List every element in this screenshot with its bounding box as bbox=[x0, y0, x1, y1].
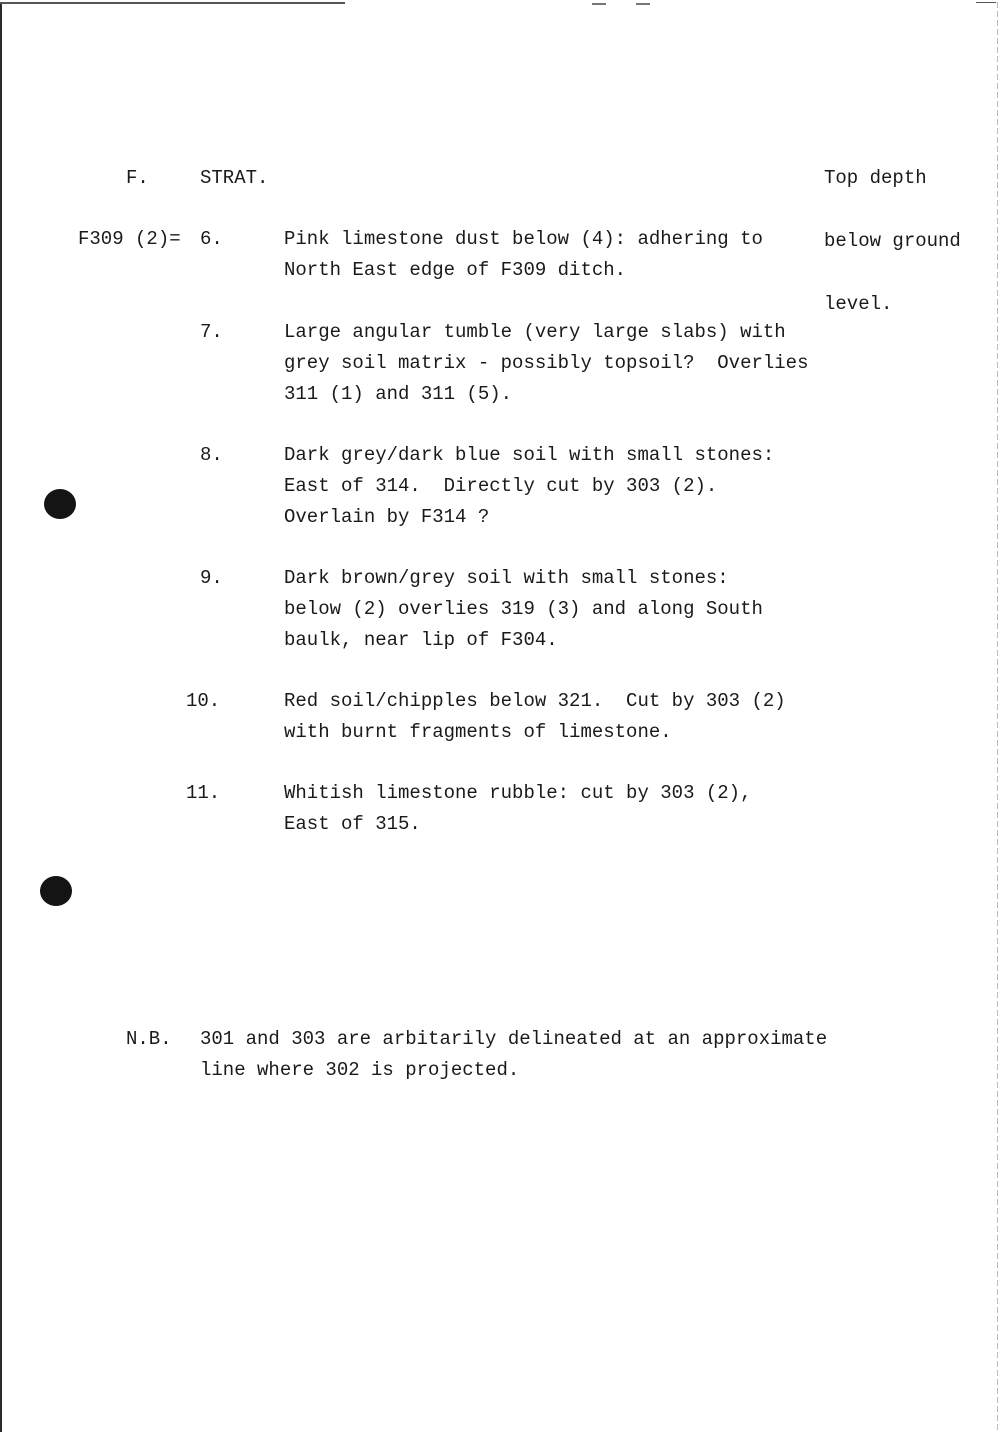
column-header-feature: F. bbox=[126, 167, 149, 189]
scan-edge-right bbox=[997, 2, 998, 1432]
scan-mark bbox=[636, 3, 650, 5]
entry-number: 10. bbox=[186, 690, 221, 712]
punch-hole-icon bbox=[44, 489, 76, 519]
entry-line: Overlain by F314 ? bbox=[284, 506, 490, 528]
scan-edge-top bbox=[0, 2, 345, 4]
entry-line: Dark brown/grey soil with small stones: bbox=[284, 567, 729, 589]
depth-header-line: below ground bbox=[824, 230, 961, 252]
entry-number: 7. bbox=[200, 321, 223, 343]
feature-reference: F309 (2)= bbox=[78, 228, 181, 250]
entry-line: below (2) overlies 319 (3) and along South bbox=[284, 598, 763, 620]
entry-line: Pink limestone dust below (4): adhering to bbox=[284, 228, 763, 250]
depth-header-line: Top depth bbox=[824, 167, 927, 189]
entry-number: 6. bbox=[200, 228, 223, 250]
entry-number: 11. bbox=[186, 782, 221, 804]
entry-line: Whitish limestone rubble: cut by 303 (2), bbox=[284, 782, 752, 804]
punch-hole-icon bbox=[40, 876, 72, 906]
note-line: 301 and 303 are arbitarily delineated at an approximate bbox=[200, 1028, 828, 1050]
scan-mark bbox=[592, 3, 606, 5]
entry-line: 311 (1) and 311 (5). bbox=[284, 383, 513, 405]
column-header-depth bbox=[824, 126, 961, 357]
depth-header-line: level. bbox=[824, 293, 893, 315]
entry-line: with burnt fragments of limestone. bbox=[284, 721, 672, 743]
note-label: N.B. bbox=[126, 1028, 172, 1050]
scan-edge-top-right bbox=[976, 2, 996, 3]
column-header-strat: STRAT. bbox=[200, 167, 269, 189]
entry-line: Red soil/chipples below 321. Cut by 303 (2) bbox=[284, 690, 786, 712]
entry-number: 8. bbox=[200, 444, 223, 466]
entry-line: Large angular tumble (very large slabs) with bbox=[284, 321, 786, 343]
entry-line: North East edge of F309 ditch. bbox=[284, 259, 627, 281]
entry-line: East of 314. Directly cut by 303 (2). bbox=[284, 475, 718, 497]
note-line: line where 302 is projected. bbox=[200, 1059, 520, 1081]
entry-number: 9. bbox=[200, 567, 223, 589]
entry-line: grey soil matrix - possibly topsoil? Overlies bbox=[284, 352, 809, 374]
entry-line: East of 315. bbox=[284, 813, 421, 835]
entry-line: Dark grey/dark blue soil with small stones: bbox=[284, 444, 775, 466]
scan-edge-left bbox=[0, 2, 2, 1432]
entry-line: baulk, near lip of F304. bbox=[284, 629, 558, 651]
